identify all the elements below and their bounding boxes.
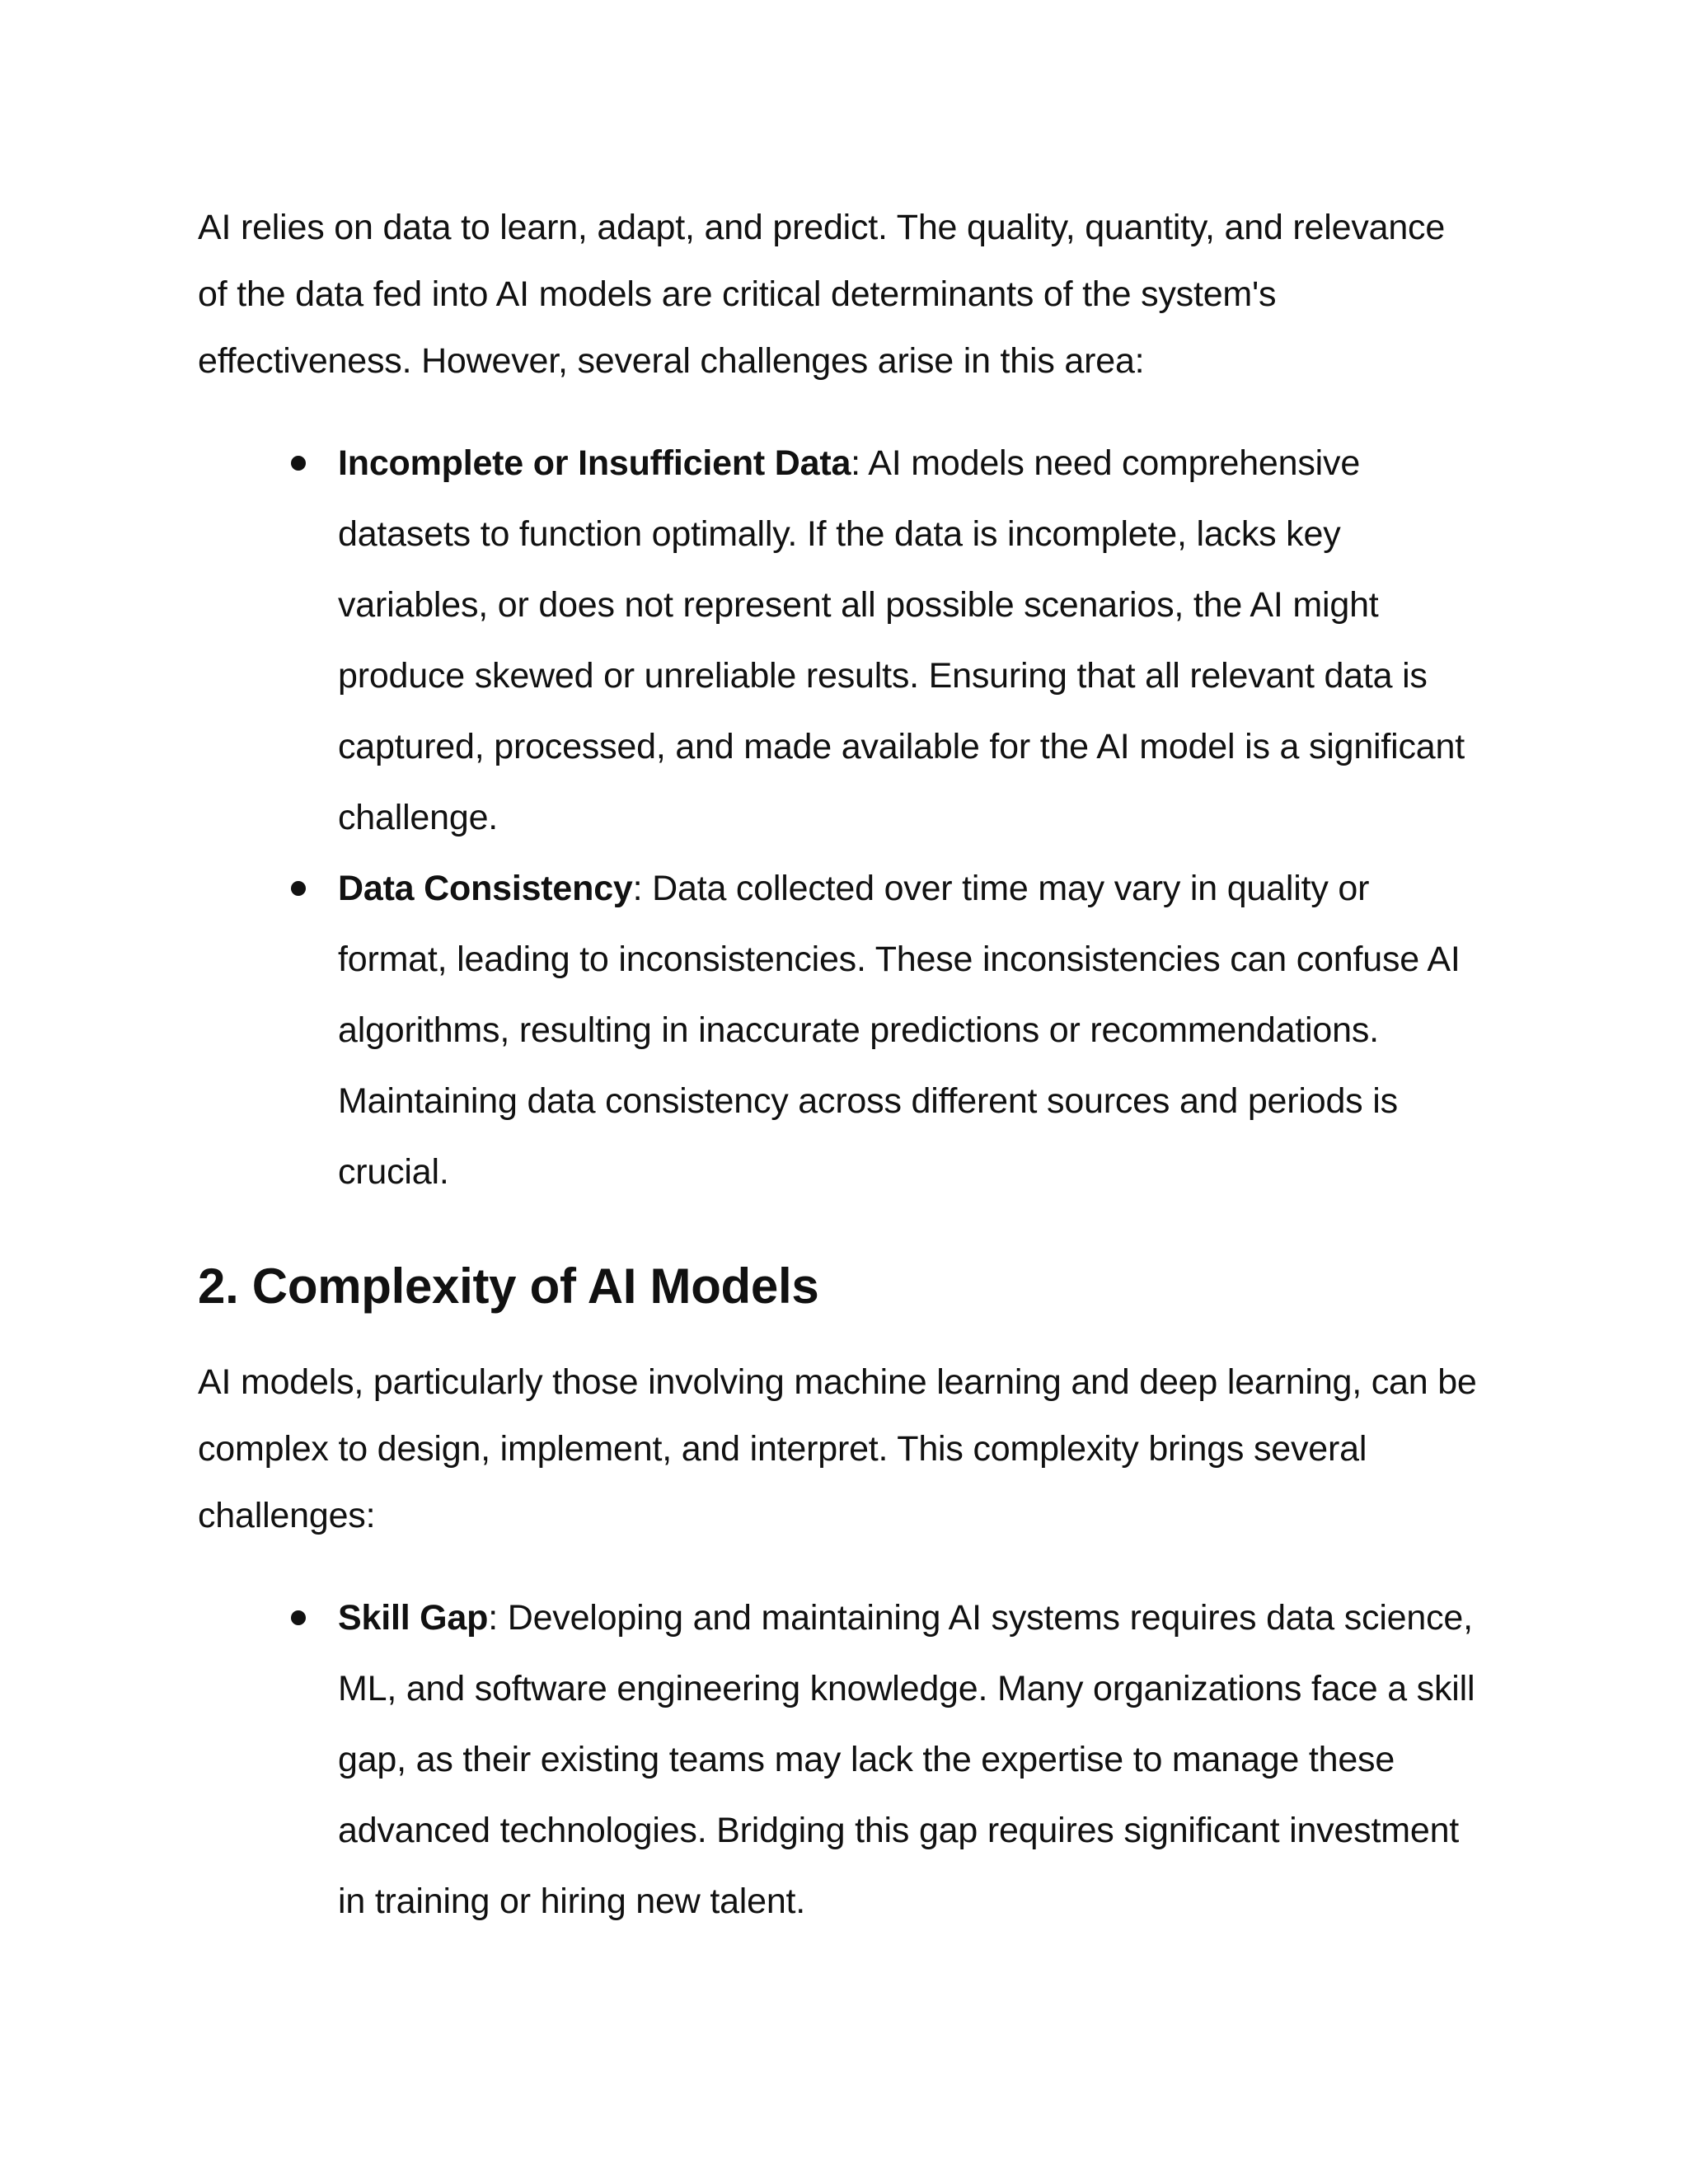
bullet-list-data-challenges <box>198 428 1484 1207</box>
list-item-term: Data Consistency <box>338 869 633 908</box>
bullet-icon <box>291 1610 306 1625</box>
bullet-icon <box>291 881 306 896</box>
list-item-term: Incomplete or Insufficient Data <box>338 443 851 483</box>
bullet-list-complexity-challenges <box>198 1582 1484 1937</box>
document-body <box>198 194 1484 1937</box>
list-item-text: : AI models need comprehensive datasets to function optimally. If the data is incomplete, lacks key variables, or does not represent all possible scenarios, the AI might produce skewed or unreliable results. Ensuring that all relevant data is captured, processed, and made available for the AI model is a significant challenge. <box>338 443 1465 837</box>
list-item <box>198 853 1484 1207</box>
section-heading: 2. Complexity of AI Models <box>198 1258 819 1314</box>
list-item-term: Skill Gap <box>338 1598 489 1638</box>
section-paragraph: AI models, particularly those involving machine learning and deep learning, can be complex to design, implement, and interpret. This complexity brings several challenges: <box>198 1362 1477 1535</box>
intro-paragraph: AI relies on data to learn, adapt, and predict. The quality, quantity, and relevance of the data fed into AI models are critical determinants of the system's effectiveness. However, several challenges arise in this area: <box>198 208 1446 381</box>
list-item-text: : Data collected over time may vary in quality or format, leading to inconsistencies. These inconsistencies can confuse AI algorithms, resulting in inaccurate predictions or recommendations. Maintaining data consistency across different sources and periods is crucial. <box>338 869 1461 1192</box>
bullet-icon <box>291 456 306 471</box>
list-item <box>198 428 1484 853</box>
list-item <box>198 1582 1484 1937</box>
list-item-text: : Developing and maintaining AI systems requires data science, ML, and software engineering knowledge. Many organizations face a skill gap, as their existing teams may lack the expertise to manage these advanced technologies. Bridging this gap requires significant investment in training or hiring new talent. <box>338 1598 1475 1921</box>
